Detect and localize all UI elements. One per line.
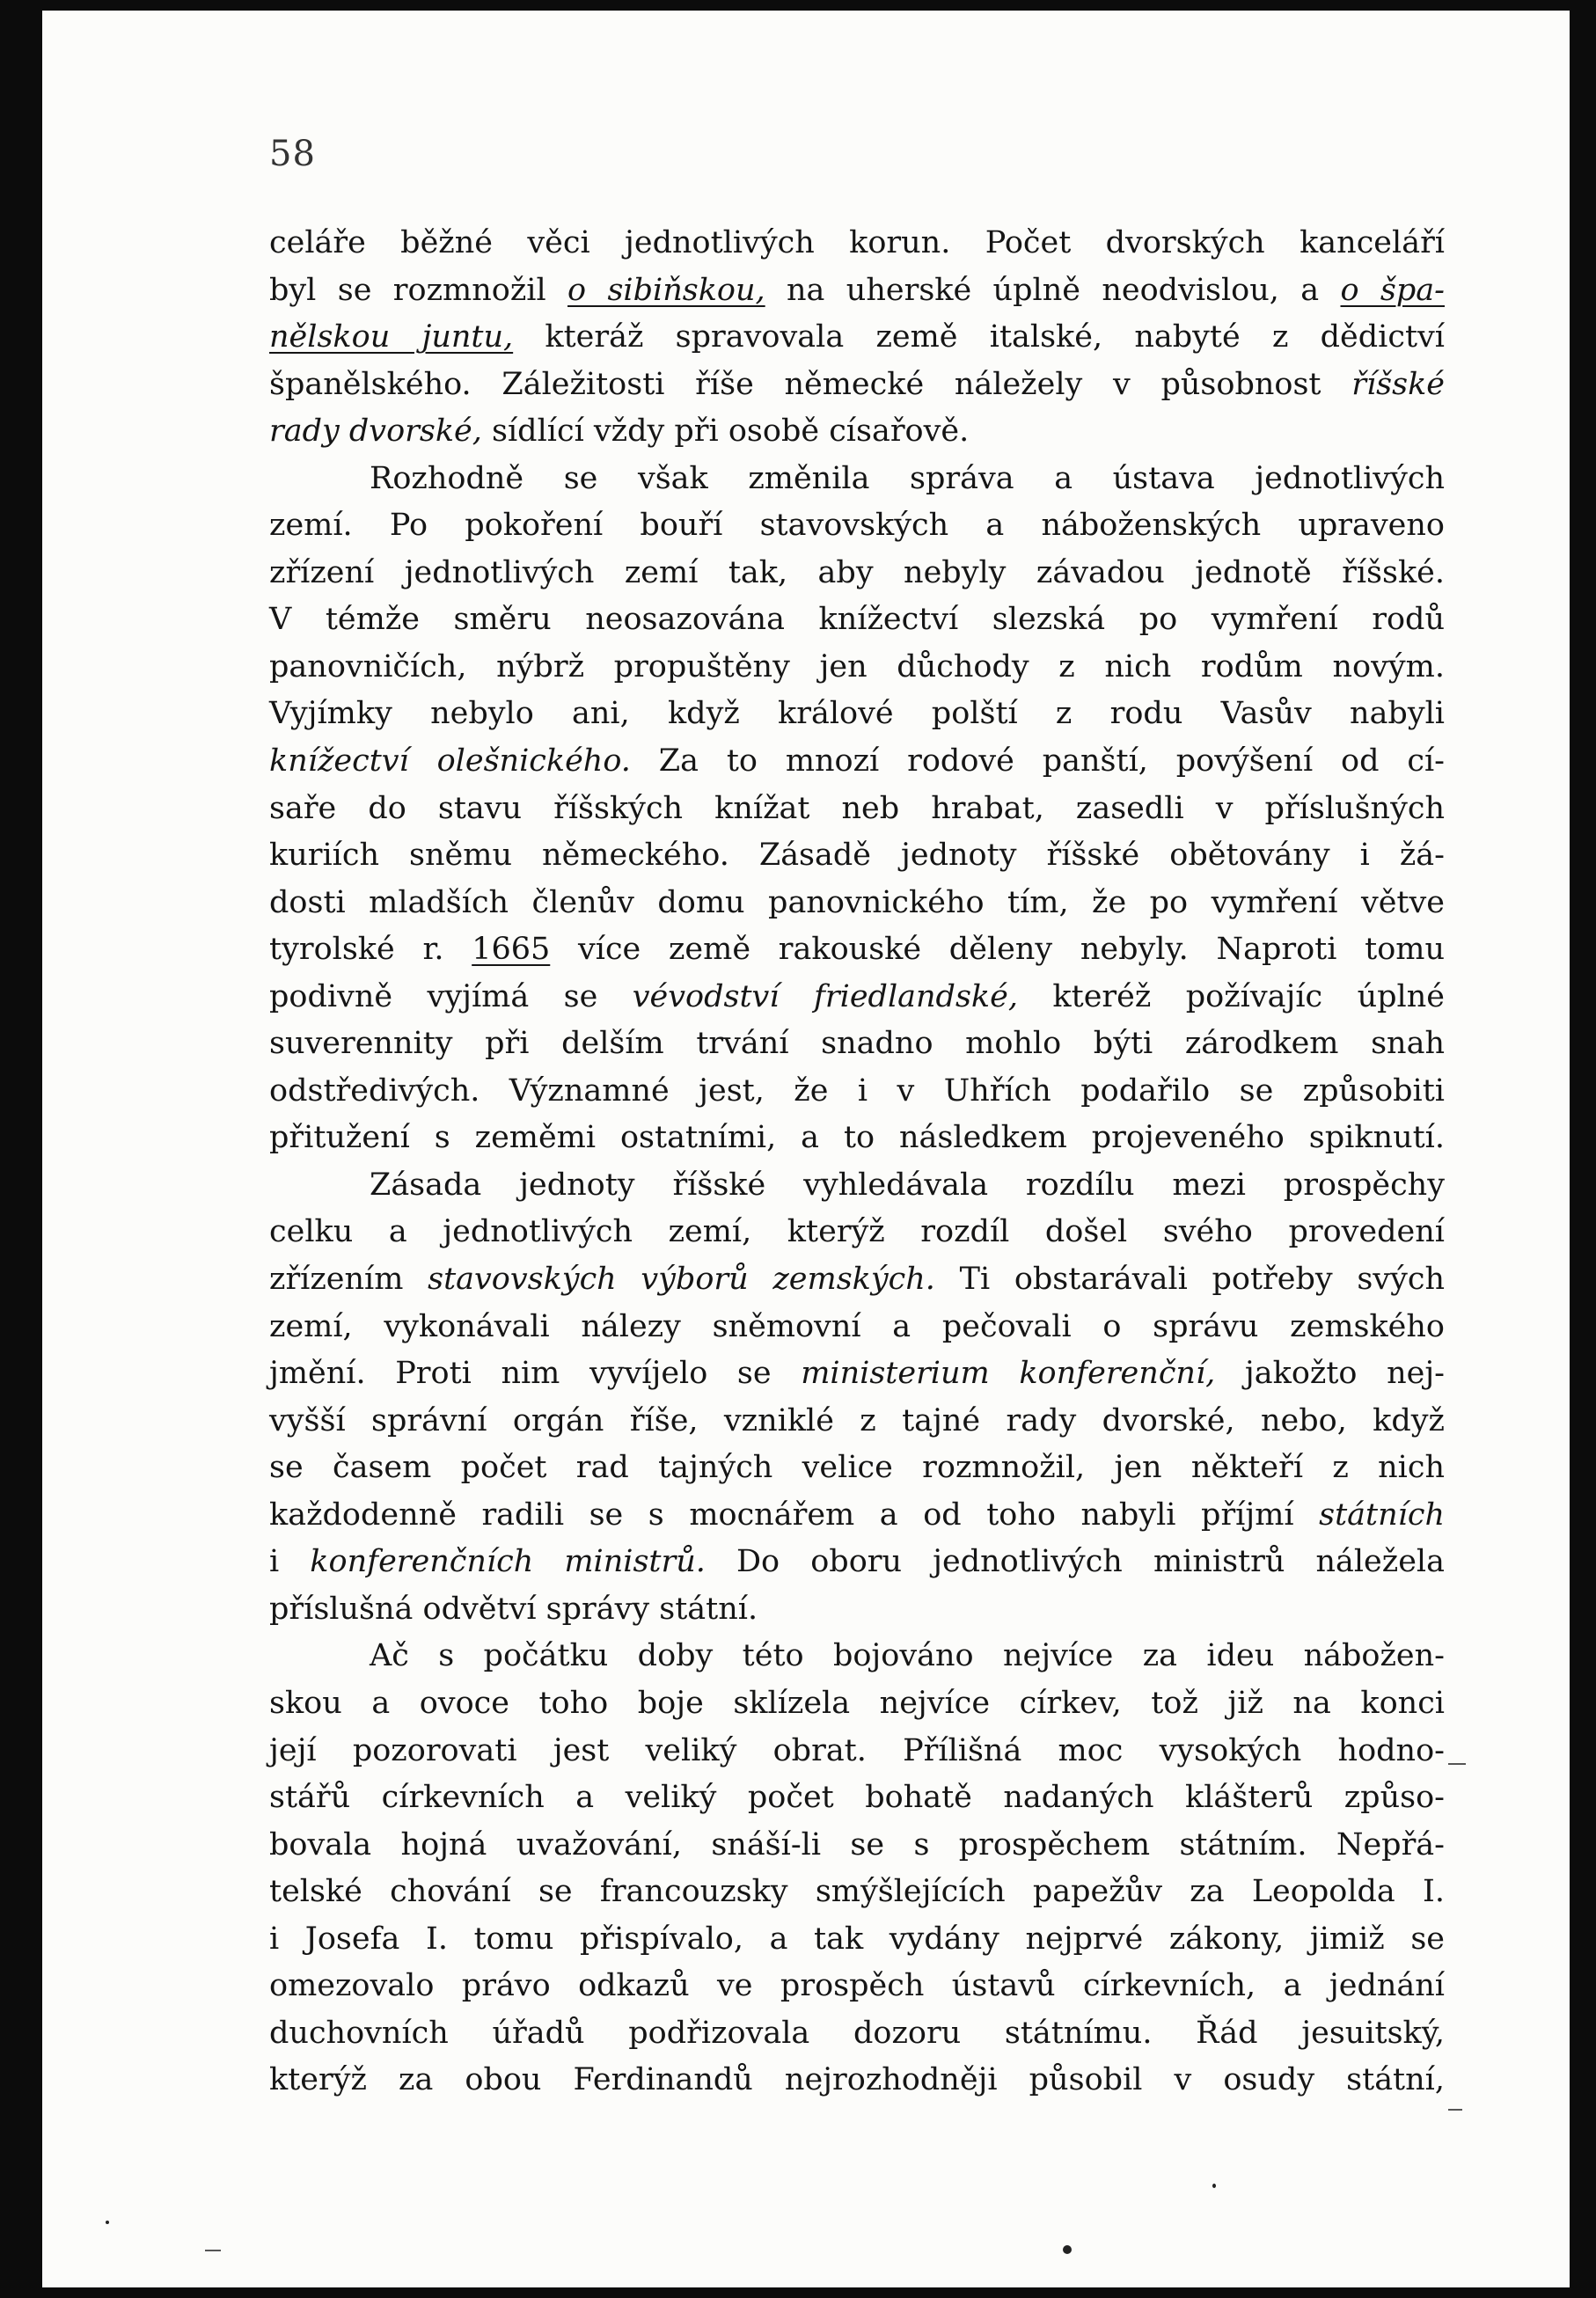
text-segment: Zásada jednoty říšské vyhledávala rozdílu mezi prospěchy	[370, 1167, 1445, 1203]
scan-mark	[1448, 1763, 1466, 1765]
italic-term: o špa-	[1340, 272, 1445, 308]
text-line	[269, 1633, 1445, 1680]
text-segment: zřízením	[269, 1262, 428, 1298]
text-segment: každodenně radili se s mocnářem a od toho nabyli příjmí	[269, 1497, 1320, 1533]
text-segment: zřízení jednotlivých zemí tak, aby nebyly závadou jednotě říšské.	[269, 554, 1445, 590]
text-segment: omezovalo právo odkazů ve prospěch ústavů církevních, a jednání	[269, 1968, 1445, 2004]
text-line	[269, 644, 1445, 692]
text-segment: příslušná odvětví správy státní.	[269, 1591, 758, 1627]
text-segment: V témže směru neosazována knížectví slezská po vymření rodů	[269, 602, 1445, 638]
text-line	[269, 1680, 1445, 1728]
text-segment: byl se rozmnožil	[269, 272, 568, 308]
text-line	[269, 267, 1445, 315]
text-line	[269, 596, 1445, 644]
text-segment: kuriích sněmu německého. Zásadě jednoty říšské obětovány i žá-	[269, 838, 1445, 874]
text-segment: se časem počet rad tajných velice rozmnožil, jen někteří z nich	[269, 1450, 1445, 1486]
text-segment: vyšší správní orgán říše, vzniklé z tajné rady dvorské, nebo, když	[269, 1402, 1445, 1438]
text-line	[269, 1916, 1445, 1964]
text-segment: Ti obstarávali potřeby svých	[934, 1262, 1445, 1298]
text-segment: Vyjímky nebylo ani, když králové polští z rodu Vasův nabyli	[269, 696, 1445, 732]
text-line	[269, 1398, 1445, 1445]
text-line	[269, 1209, 1445, 1256]
text-line	[269, 1775, 1445, 1822]
text-segment: jmění. Proti nim vyvíjelo se	[269, 1356, 802, 1392]
text-line	[269, 1539, 1445, 1586]
text-line	[269, 456, 1445, 503]
italic-term: nělskou juntu,	[269, 319, 514, 355]
text-line	[269, 1115, 1445, 1162]
text-segment: sídlící vždy při osobě císařově.	[481, 413, 970, 450]
text-line	[269, 880, 1445, 927]
text-segment: Za to mnozí rodové panští, povýšení od cí-	[630, 743, 1445, 779]
text-line	[269, 550, 1445, 597]
text-segment: její pozorovati jest veliký obrat. Přílišná moc vysokých hodno-	[269, 1732, 1445, 1768]
text-line	[269, 1869, 1445, 1916]
text-segment: suverennity při delším trvání snadno mohlo býti zárodkem snah	[269, 1026, 1445, 1062]
italic-term: vévodství friedlandské,	[632, 978, 1018, 1014]
text-line	[269, 2010, 1445, 2058]
text-line	[269, 1728, 1445, 1775]
italic-term: stavovských výborů zemských.	[428, 1262, 935, 1298]
text-segment: panovničích, nýbrž propuštěny jen důchody z nich rodům novým.	[269, 648, 1445, 684]
text-line	[269, 1963, 1445, 2010]
text-segment: saře do stavu říšských knížat neb hrabat, zasedli v příslušných	[269, 790, 1445, 826]
text-segment: podivně vyjímá se	[269, 978, 633, 1014]
text-line	[269, 786, 1445, 833]
text-segment: španělského. Záležitosti říše německé náležely v působnost	[269, 366, 1352, 402]
text-line	[269, 1021, 1445, 1068]
text-segment: stářů církevních a veliký počet bohatě nadaných klášterů způso-	[269, 1780, 1445, 1816]
text-line	[269, 1350, 1445, 1398]
text-segment: dosti mladších členův domu panovnického tím, že po vymření větve	[269, 884, 1445, 920]
text-segment: bovala hojná uvažování, snáší-li se s prospěchem státním. Nepřá-	[269, 1826, 1445, 1863]
text-segment: odstředivých. Významné jest, že i v Uhřích podařilo se způsobiti	[269, 1072, 1445, 1109]
text-line	[269, 832, 1445, 880]
text-segment: telské chování se francouzsky smýšlejících papežův za Leopolda I.	[269, 1874, 1445, 1910]
text-segment: Ač s počátku doby této bojováno nejvíce za ideu nábožen-	[370, 1638, 1445, 1674]
italic-term: o sibiňskou,	[567, 272, 765, 308]
text-segment: skou a ovoce toho boje sklízela nejvíce církev, tož již na konci	[269, 1685, 1445, 1721]
text-segment: zemí. Po pokoření bouří stavovských a náboženských upraveno	[269, 508, 1445, 544]
italic-term: konferenčních ministrů.	[310, 1544, 706, 1580]
text-segment: duchovních úřadů podřizovala dozoru státnímu. Řád jesuitský,	[269, 2015, 1445, 2051]
body-text	[269, 220, 1445, 2104]
text-segment: Rozhodně se však změnila správa a ústava jednotlivých	[370, 460, 1445, 496]
text-segment: jakožto nej-	[1215, 1356, 1446, 1392]
scanned-page	[42, 11, 1570, 2287]
text-line	[269, 974, 1445, 1021]
text-line	[269, 1304, 1445, 1351]
text-segment: kterýž za obou Ferdinandů nejrozhodněji působil v osudy státní,	[269, 2062, 1445, 2098]
text-line	[269, 502, 1445, 550]
text-line	[269, 1586, 1445, 1634]
text-line	[269, 1445, 1445, 1492]
italic-term: rady dvorské,	[269, 413, 482, 450]
text-segment: celáře běžné věci jednotlivých korun. Počet dvorských kanceláří	[269, 225, 1445, 260]
text-line	[269, 220, 1445, 267]
scan-speck	[1063, 2245, 1072, 2254]
text-line	[269, 691, 1445, 738]
text-line	[269, 1068, 1445, 1116]
text-line	[269, 926, 1445, 974]
text-line	[269, 738, 1445, 786]
italic-term: říšské	[1351, 366, 1445, 402]
text-segment: na uherské úplně neodvislou, a	[765, 272, 1341, 308]
italic-term: ministerium konferenční,	[801, 1356, 1216, 1392]
text-segment: celku a jednotlivých zemí, kterýž rozdíl došel svého provedení	[269, 1214, 1445, 1250]
scan-mark	[1448, 2109, 1462, 2111]
text-line	[269, 362, 1445, 409]
text-segment: Do oboru jednotlivých ministrů náležela	[705, 1544, 1445, 1580]
text-segment: kteréž požívajíc úplné	[1017, 978, 1445, 1014]
text-segment: přitužení s zeměmi ostatními, a to následkem projeveného spiknutí.	[269, 1120, 1445, 1156]
text-segment: i Josefa I. tomu přispívalo, a tak vydány nejprvé zákony, jimiž se	[269, 1921, 1445, 1957]
italic-term: knížectví olešnického.	[269, 743, 631, 779]
text-line	[269, 1256, 1445, 1304]
text-segment: zemí, vykonávali nálezy sněmovní a pečovali o správu zemského	[269, 1308, 1445, 1344]
scan-speck	[106, 2221, 109, 2224]
page-number: 58	[269, 134, 316, 174]
text-line	[269, 1162, 1445, 1210]
text-line	[269, 1492, 1445, 1540]
text-line	[269, 1822, 1445, 1870]
italic-term: státních	[1319, 1497, 1445, 1533]
text-segment: více země rakouské děleny nebyly. Naproti tomu	[550, 932, 1446, 968]
text-segment: tyrolské r.	[269, 932, 472, 968]
text-line	[269, 2057, 1445, 2104]
scan-mark	[205, 2250, 221, 2251]
text-line	[269, 408, 1445, 456]
text-segment: 1665	[472, 932, 551, 968]
text-segment: kteráž spravovala země italské, nabyté z dědictví	[513, 319, 1445, 355]
text-segment: i	[269, 1544, 311, 1580]
text-line	[269, 314, 1445, 362]
scan-speck	[1212, 2184, 1216, 2188]
